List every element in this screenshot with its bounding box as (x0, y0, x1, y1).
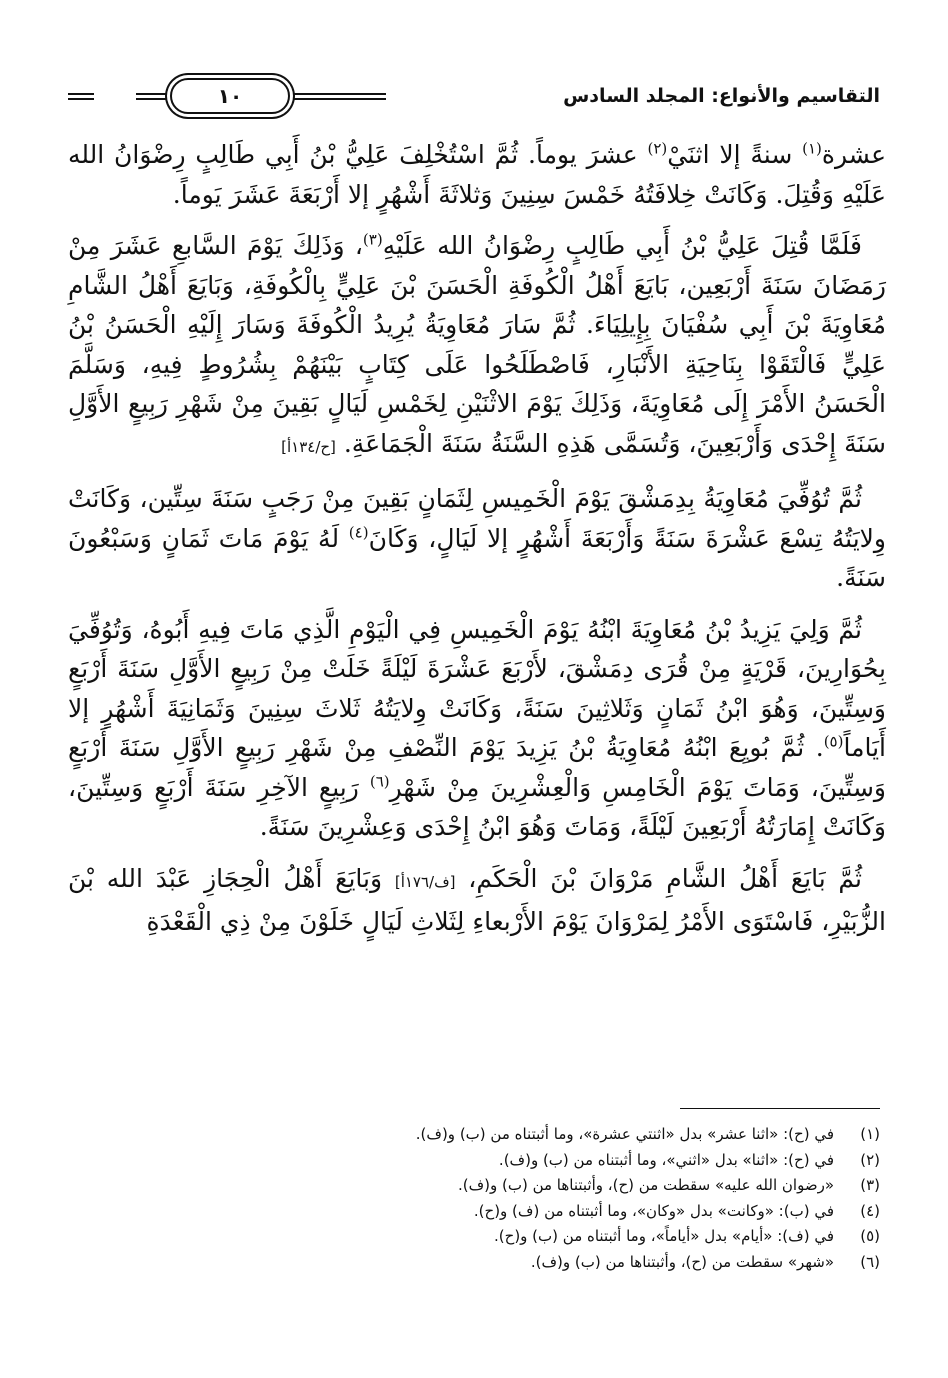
text-run: ثُمَّ تُوُفِّيَ مُعَاوِيَةُ بِدِمَشْقَ يَوْمَ الْخَمِيسِ لِثَمَانٍ بَقِينَ مِنْ رَجَبٍ سَنَةَ سِتِّين، وَكَانَتْ وِلايَتُهُ تِسْعَ عَشْرَةَ سَنَةً وَأَرْبَعَةَ أَشْهُرٍ إلا لَيَالٍ، وَكَانَ (68, 484, 887, 553)
footnote-number: (٣) (860, 1176, 880, 1194)
footnote-number: (٦) (860, 1252, 880, 1271)
footnote-text: في (ب): «وكانت» بدل «وكان»، وما أثبتناه من (ف) و(ح). (473, 1201, 834, 1220)
footnote (100, 1250, 880, 1276)
paragraph-5 (68, 859, 886, 942)
paragraph-1 (68, 135, 886, 214)
text-run: ثُمَّ بَايَعَ أَهْلُ الشَّامِ مَرْوَانَ بْنَ الْحَكَمِ، (468, 863, 863, 893)
footnote-text: في (ف): «أيام» بدل «أياماً»، وما أثبتناه من (ب) و(ح). (494, 1227, 834, 1245)
manuscript-reference: [ف/١٧٦أ] (394, 872, 456, 891)
footnote (100, 1224, 880, 1250)
footnote-number: (٤) (860, 1201, 880, 1220)
footnote-marker: (٣) (362, 230, 383, 249)
text-run: لَهُ يَوْمَ مَاتَ ثَمَانٍ وَسَبْعُونَ سَنَةً. (68, 523, 886, 592)
footnote-marker: (٥) (823, 732, 844, 751)
paragraph-4 (68, 610, 886, 847)
footnote-separator (680, 1108, 880, 1109)
text-run: رَبِيعٍ الآخِرِ سَنَةَ أَرْبَعٍ وَسِتِّينَ، وَكَانَتْ إِمَارَتُهُ أَرْبَعِينَ لَيْلَةً، وَمَاتَ وَهُوَ ابْنُ إِحْدَى وَعِشْرِينَ سَنَةً. (68, 772, 886, 841)
paragraph-2 (68, 226, 886, 467)
footnote-marker: (١) (802, 139, 822, 158)
header-rule-end (68, 93, 94, 100)
footnote (100, 1122, 880, 1148)
footnote-text: «رضوان الله عليه» سقطت من (ح)، وأثبتناها من (ب) و(ف). (457, 1176, 834, 1194)
footnote (100, 1173, 880, 1199)
text-run: وَبَايَعَ أَهْلُ الْحِجَازِ عَبْدَ الله بْنَ الزُّبَيْرِ، فَاسْتَوَى الأَمْرُ لِمَرْوَانَ يَوْمَ الأَرْبعاءِ لِثَلاثِ لَيَالٍ خَلَوْنَ مِنْ ذِي الْقَعْدَةِ (68, 863, 886, 936)
text-run: . ثُمَّ بُويِعَ ابْنُهُ مُعَاوِيَةُ بْنُ يَزِيدَ يَوْمَ النِّصْفِ مِنْ شَهْرِ رَبِيعٍ الأَوَّلِ سَنَةَ أَرْبَعٍ وَسِتِّينَ، وَمَاتَ يَوْمَ الْخَامِسِ وَالْعِشْرِينَ مِنْ شَهْرِ (68, 733, 886, 802)
page-number: ١٠ (170, 78, 290, 114)
paragraph-3 (68, 479, 886, 598)
footnote-number: (٢) (860, 1150, 880, 1169)
text-run: ، وَذَلِكَ يَوْمَ السَّابعِ عَشَرَ مِنْ رَمَضَانَ سَنَةَ أَرْبَعِين، بَايَعَ أَهْلُ الْكُوفَةِ الْحَسَنَ بْنَ عَلِيٍّ بِالْكُوفَةِ، وَبَايَعَ أَهْلُ الشَّامِ مُعَاوِيَةَ بْنَ أَبِي سُفْيَانَ بِإِيلِيَاءَ. ثُمَّ سَارَ مُعَاوِيَةُ يُرِيدُ الْكُوفَةَ وَسَارَ إِلَيْهِ الْحَسَنُ بْنُ عَلِيٍّ فَالْتَقَوْا بِنَاحِيَةِ الأَنْبَارِ، فَاصْطَلَحُوا عَلَى كِتَابٍ بَيْنَهُمْ بِشُرُوطٍ فِيهِ، وَسَلَّمَ الْحَسَنُ الأَمْرَ إِلَى مُعَاوِيَةَ، وَذَلِكَ يَوْمَ الاثْنَيْنِ لِخَمْسِ لَيَالٍ بَقِينَ مِنْ شَهْرِ رَبِيعٍ الأَوَّلِ سَنَةَ إِحْدَى وَأَرْبَعِينَ، وَتُسَمَّى هَذِهِ السَّنَةُ سَنَةَ الْجَمَاعَةِ. (68, 231, 886, 458)
footnote-text: في (ح): «اثنا» بدل «اثني»، وما أثبتناه من (ب) و(ف). (498, 1150, 834, 1169)
footnote (100, 1199, 880, 1225)
footnotes (100, 1122, 880, 1275)
footnote-number: (٥) (860, 1227, 880, 1245)
footnote-marker: (٢) (647, 139, 668, 158)
text-run: سنةً إلا اثنَيْ (667, 140, 803, 169)
manuscript-reference: [ح/١٣٤أ] (281, 437, 336, 456)
text-run: عشرَ يوماً. ثُمَّ اسْتُخْلِفَ عَلِيُّ بْنُ أَبِي طَالِبٍ رِضْوَانُ الله عَلَيْهِ وَقُتِلَ. وَكَانَتْ خِلافَتُهُ خَمْسَ سِنِينَ وَثلاثَةَ أَشْهُرٍ إلا أَرْبَعَةَ عَشَرَ يَوماً. (68, 140, 886, 209)
footnote-text: في (ح): «اثنا عشر» بدل «اثنتي عشرة»، وما أثبتناه من (ب) و(ف). (415, 1125, 834, 1143)
running-header (60, 72, 880, 120)
footnote-marker: (٦) (369, 772, 390, 791)
text-run: فَلَمَّا قُتِلَ عَلِيُّ بْنُ أَبِي طَالِبٍ رِضْوَانُ الله عَلَيْهِ (382, 231, 862, 260)
footnote (100, 1148, 880, 1174)
text-run: ثُمَّ وَلِيَ يَزِيدُ بْنُ مُعَاوِيَةَ ابْنُهُ يَوْمَ الْخَمِيسِ فِي الْيَوْمِ الَّذِي مَاتَ فِيهِ أَبُوهُ، وَتُوُفِّيَ بِحُوَارِينَ، قَرْيَةٍ مِنْ قُرَى دِمَشْقَ، لأَرْبَعَ عَشْرَةَ لَيْلَةً خَلَتْ مِنْ رَبِيعٍ الأَوَّلِ سَنَةَ أَرْبَعٍ وَسِتِّينَ، وَهُوَ ابْنُ ثَمَانٍ وَثَلاثِينَ سَنَةً، وَكَانَتْ وِلايَتُهُ ثَلاثَ سِنِينَ وَثَمَانِيَةَ أَشْهُرٍ إلا أَيَاماً (68, 614, 886, 762)
footnote-text: «شهر» سقطت من (ح)، وأثبتناها من (ب) و(ف). (530, 1252, 834, 1271)
text-run: عشرة (821, 140, 886, 169)
footnote-marker: (٤) (348, 523, 369, 542)
body-text (68, 135, 886, 954)
footnote-number: (١) (860, 1125, 880, 1143)
header-title: التقاسيم والأنواع: المجلد السادس (563, 85, 880, 107)
